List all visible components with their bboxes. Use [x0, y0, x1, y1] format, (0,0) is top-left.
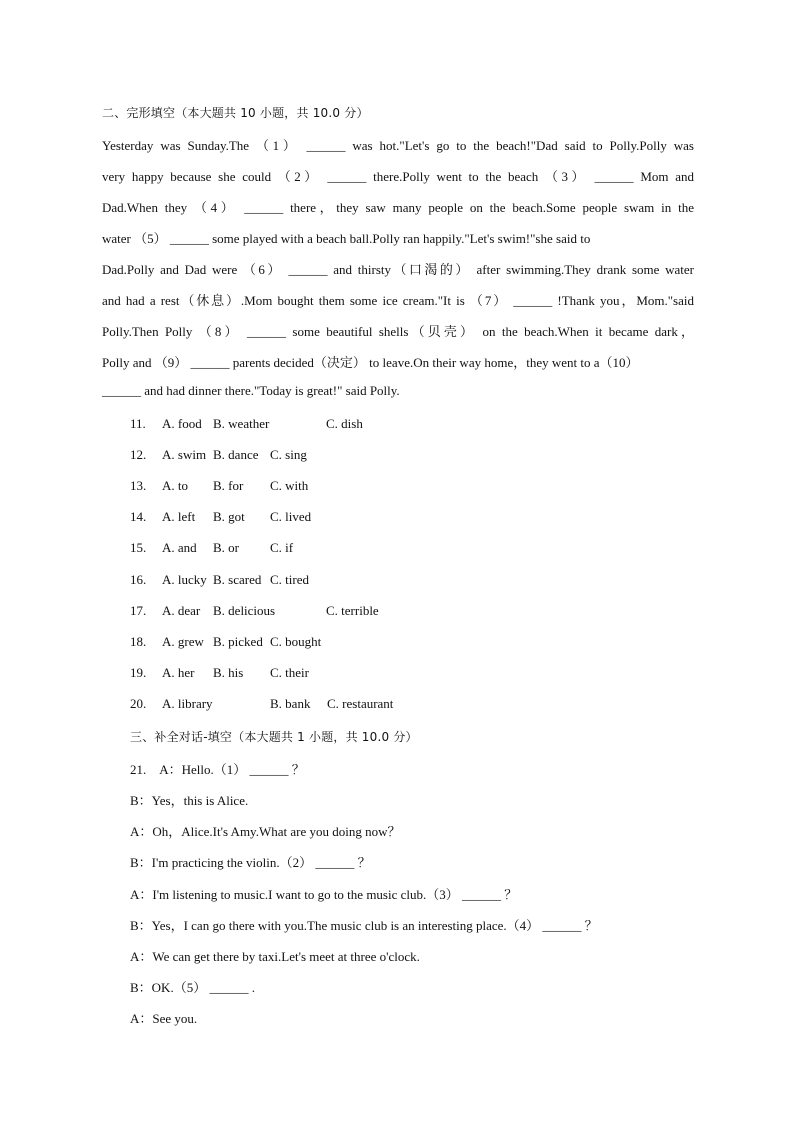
- dialogue-line: B：OK.（5） ______ .: [130, 980, 255, 995]
- passage-line: Polly.Then Polly （8） ______ some beautiful shells（贝壳） on the beach.When it became dark，: [102, 324, 694, 339]
- option-b: B. his: [213, 665, 244, 680]
- option-b: B. got: [213, 509, 245, 524]
- option-a: A. to: [162, 478, 188, 493]
- question-number: 13.: [130, 478, 147, 493]
- option-c: C. dish: [326, 416, 363, 431]
- option-b: B. for: [213, 478, 244, 493]
- passage-line: and had a rest（休息）.Mom bought them some ice cream."It is （7） ______ !Thank you，Mom."said: [102, 293, 694, 308]
- passage-line: water （5） ______ some played with a beach ball.Polly ran happily."Let's swim!"she said to: [102, 231, 591, 246]
- dialogue-line: 21. A：Hello.（1） ______ ？: [130, 762, 305, 777]
- question-number: 16.: [130, 572, 147, 587]
- option-a: A. grew: [162, 634, 204, 649]
- option-c: C. restaurant: [327, 696, 394, 711]
- question-number: 14.: [130, 509, 147, 524]
- passage-line: Dad.Polly and Dad were （6） ______ and thirsty（口渴的） after swimming.They drank some water: [102, 262, 694, 277]
- option-b: B. scared: [213, 572, 262, 587]
- option-c: C. sing: [270, 447, 307, 462]
- option-a: A. her: [162, 665, 195, 680]
- dialogue-line: A：I'm listening to music.I want to go to the music club.（3） ______ ？: [130, 887, 518, 902]
- dialogue-line: A：Oh，Alice.It's Amy.What are you doing now？: [130, 824, 401, 839]
- option-c: C. bought: [270, 634, 322, 649]
- question-number: 11.: [130, 416, 146, 431]
- option-b: B. picked: [213, 634, 263, 649]
- dialogue-line: A：We can get there by taxi.Let's meet at three o'clock.: [130, 949, 420, 964]
- question-number: 19.: [130, 665, 147, 680]
- passage-line: very happy because she could （2） ______ there.Polly went to the beach （3） ______ Mom and: [102, 169, 694, 184]
- option-c: C. if: [270, 540, 294, 555]
- passage-line: ______ and had dinner there."Today is great!" said Polly.: [102, 383, 400, 398]
- option-c: C. terrible: [326, 603, 379, 618]
- question-number: 15.: [130, 540, 147, 555]
- option-b: B. weather: [213, 416, 270, 431]
- passage-line: Dad.When they （4） ______ there，they saw many people on the beach.Some people swam in the: [102, 200, 694, 215]
- passage-line: Yesterday was Sunday.The （1） ______ was hot."Let's go to the beach!"Dad said to Polly.Polly was: [102, 138, 694, 153]
- option-c: C. tired: [270, 572, 309, 587]
- dialogue-line: B：Yes，this is Alice.: [130, 793, 249, 808]
- option-b: B. delicious: [213, 603, 276, 618]
- option-a: A. library: [162, 696, 213, 711]
- option-a: A. food: [162, 416, 202, 431]
- option-b: B. bank: [270, 696, 311, 711]
- section-2-heading: 二、完形填空（本大题共 10 小题，共 10.0 分）: [102, 106, 369, 120]
- dialogue-line: B：I'm practicing the violin.（2） ______ ？: [130, 855, 371, 870]
- option-a: A. swim: [162, 447, 207, 462]
- passage-line: Polly and （9） ______ parents decided（决定） to leave.On their way home，they went to a（10）: [102, 355, 639, 370]
- question-number: 18.: [130, 634, 147, 649]
- question-number: 17.: [130, 603, 147, 618]
- option-c: C. with: [270, 478, 309, 493]
- section-3-heading: 三、补全对话-填空（本大题共 1 小题，共 10.0 分）: [130, 730, 418, 744]
- dialogue-line: B：Yes，I can go there with you.The music club is an interesting place.（4） ______ ？: [130, 918, 598, 933]
- option-a: A. and: [162, 540, 197, 555]
- option-b: B. or: [213, 540, 239, 555]
- option-a: A. lucky: [162, 572, 207, 587]
- option-c: C. their: [270, 665, 309, 680]
- question-number: 12.: [130, 447, 147, 462]
- option-c: C. lived: [270, 509, 312, 524]
- dialogue-line: A：See you.: [130, 1011, 198, 1026]
- option-b: B. dance: [213, 447, 259, 462]
- question-number: 20.: [130, 696, 147, 711]
- option-a: A. dear: [162, 603, 201, 618]
- option-a: A. left: [162, 509, 196, 524]
